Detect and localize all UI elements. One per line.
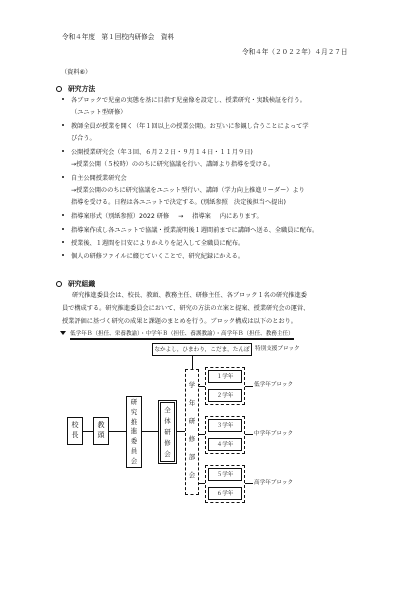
grade-6-box: ６学年 [208, 487, 242, 500]
bullet-icon [62, 124, 64, 126]
block-composition-note: 低学年Ｂ（担任、栄養教諭）・中学年Ｂ（担任、養護教諭）・高学年Ｂ（担任、教務主任） [60, 331, 294, 338]
triangle-bullet-icon [60, 331, 66, 335]
connector [83, 431, 93, 432]
method-line-1b: （ユニット型研修） [71, 109, 127, 116]
method-line-1: 各ブロックで児童の実態を基に目指す児童像を設定し、授業研究・実践検証を行う。 [62, 97, 306, 105]
method-line-7: 授業後、１週間を目安によりかえりを記入して全職員に配布。 [62, 240, 244, 248]
method-line-5: 指導案形式（別紙参照）2022 研修 → 指導案 内にあります。 [62, 213, 263, 221]
grade-2-box: ２学年 [208, 389, 242, 402]
bullet-icon [62, 241, 64, 243]
document-date: 令和４年（２０２２年）４月２７日 [242, 48, 348, 56]
method-line-4c: 指導を受ける。日程は各ユニットで決定する。(別紙参照 決定後担当へ提出) [71, 199, 286, 206]
mid-grade-block-label: 中学年ブロック [254, 431, 294, 437]
connector [109, 431, 126, 432]
connector [192, 356, 193, 369]
method-line-3: 公開授業研究会（年３回、６月２２日・９月１４日・１１月９日) [62, 149, 253, 157]
circle-bullet-icon [56, 281, 62, 287]
low-grade-block-label: 低学年ブロック [254, 382, 294, 388]
bullet-icon [62, 228, 64, 230]
connector [245, 483, 253, 484]
connector [177, 431, 185, 432]
bullet-icon [62, 98, 64, 100]
bullet-icon [62, 150, 64, 152]
method-line-4b: →授業公開ののちに研究協議をユニット型行い、講師（学力向上推進リーダー）より [71, 187, 305, 194]
connector [142, 431, 158, 432]
material-label: （資料⑥） [61, 69, 92, 76]
special-block-label: 特別支援ブロック [255, 346, 300, 352]
bullet-icon [62, 254, 64, 256]
grade-dept-box: 学 年 研 修 部 会 [185, 369, 199, 495]
section-title-method: 研究方法 [56, 83, 95, 93]
plenary-training-box: 全 体 研 修 会 [158, 400, 177, 464]
method-line-3b: →授業公開（５校時）ののちに研究協議を行い、講師より指導を受ける。 [71, 161, 275, 168]
high-grade-block-label: 高学年ブロック [254, 480, 294, 486]
connector [245, 434, 253, 435]
bullet-icon [62, 176, 64, 178]
vice-principal-box: 教 頭 [93, 417, 109, 445]
connector [199, 384, 200, 385]
method-line-4: 自主公開授業研究会 [62, 175, 127, 183]
org-para-1: 研究推進委員会は、校長、教頭、教務主任、研修主任、各ブロック１名の研究推進委 [72, 292, 307, 299]
grade-4-box: ４学年 [208, 438, 242, 451]
method-line-8: 個人の研修ファイルに綴じていくことで、研究紀録にかえる。 [62, 253, 244, 261]
method-line-6: 指導案作成し各ユニットで協議・授業説明後１週間前までに講師へ送る、全職員に配布。 [62, 227, 318, 235]
connector [245, 386, 253, 387]
org-para-2: 員で構成する。研究推進委員会において、研究の方法の立案と提案、授業研究会の運営、 [62, 305, 310, 312]
research-committee-box: 研 究 推 進 委 員 会 [126, 396, 142, 468]
org-para-3: 授業評価に基づく研究の成果と課題のまとめを行う。ブロック構成は以下のとおり。 [62, 318, 297, 325]
principal-box: 校 長 [67, 417, 83, 445]
section-title-organization: 研究組織 [56, 278, 95, 288]
grade-1-box: １学年 [208, 370, 242, 383]
method-line-2: 教師全員が授業を開く（年１回以上の授業公開)。お互いに参観し合うことによって学 [62, 123, 309, 131]
bullet-icon [62, 214, 64, 216]
special-classes-label: なかよし，ひまわり，こだま，たんぽ [154, 347, 250, 353]
method-line-2b: び合う。 [71, 135, 96, 142]
special-classes-box [152, 343, 252, 356]
grade-5-box: ５学年 [208, 468, 242, 481]
document-header: 令和４年度 第１回校内研修会 資料 [62, 33, 175, 41]
grade-3-box: ３学年 [208, 419, 242, 432]
circle-bullet-icon [56, 86, 62, 92]
